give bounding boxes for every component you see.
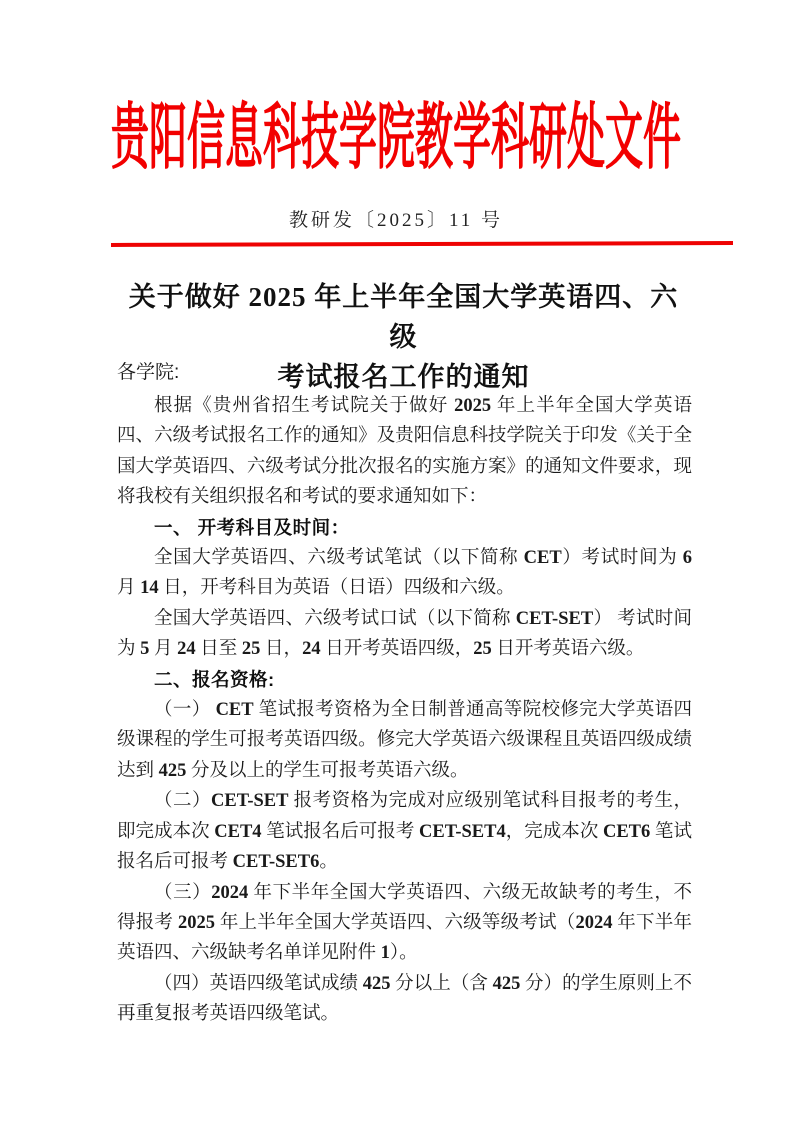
body-paragraph: 全国大学英语四、六级考试笔试（以下简称 CET）考试时间为 6 月 14 日，开考科目为英语（日语）四级和六级。 [117, 548, 692, 599]
body-paragraph: 全国大学英语四、六级考试口试（以下简称 CET-SET） 考试时间为 5 月 24 日至 25 日，24 日开考英语四级，25 日开考英语六级。 [117, 608, 692, 660]
section-heading: 二、报名资格: [154, 668, 275, 690]
body-paragraph: 根据《贵州省招生考试院关于做好 2025 年上半年全国大学英语四、六级考试报名工作的通知》及贵阳信息科技学院关于印发《关于全国大学英语四、六级考试分批次报名的实施方案》的通知文件要求，现将我校有关组织报名和考试的要求通知如下： [117, 396, 692, 508]
document-body [117, 391, 692, 1030]
notice-title [117, 277, 690, 397]
notice-title-line1: 关于做好 2025 年上半年全国大学英语四、六级 [128, 282, 679, 352]
body-paragraph: （三）2024 年下半年全国大学英语四、六级无故缺考的考生，不得报考 2025 年上半年全国大学英语四、六级等级考试（2024 年下半年英语四、六级缺考名单详见附件 1）。 [117, 882, 692, 964]
body-paragraph: （一） CET 笔试报考资格为全日制普通高等院校修完大学英语四级课程的学生可报考英语四级。修完大学英语六级课程且英语四级成绩达到 425 分及以上的学生可报考英语六级。 [117, 700, 692, 781]
letterhead-org-title: 贵阳信息科技学院教学科研处文件 [111, 96, 681, 178]
letterhead [0, 90, 792, 178]
body-paragraph: （二）CET-SET 报考资格为完成对应级别笔试科目报考的考生，即完成本次 CET4 笔试报名后可报考 CET-SET4，完成本次 CET6 笔试报名后可报考 CET-SET6。 [117, 791, 692, 873]
salutation: 各学院: [117, 362, 180, 383]
body-paragraph: （四）英语四级笔试成绩 425 分以上（含 425 分）的学生原则上不再重复报考英语四级笔试。 [117, 973, 692, 1025]
section-heading: 一、 开考科目及时间： [154, 516, 350, 538]
notice-title-line2: 考试报名工作的通知 [277, 362, 530, 392]
document-number: 教研发〔2025〕11 号 [288, 210, 504, 231]
red-separator-rule [111, 241, 733, 247]
